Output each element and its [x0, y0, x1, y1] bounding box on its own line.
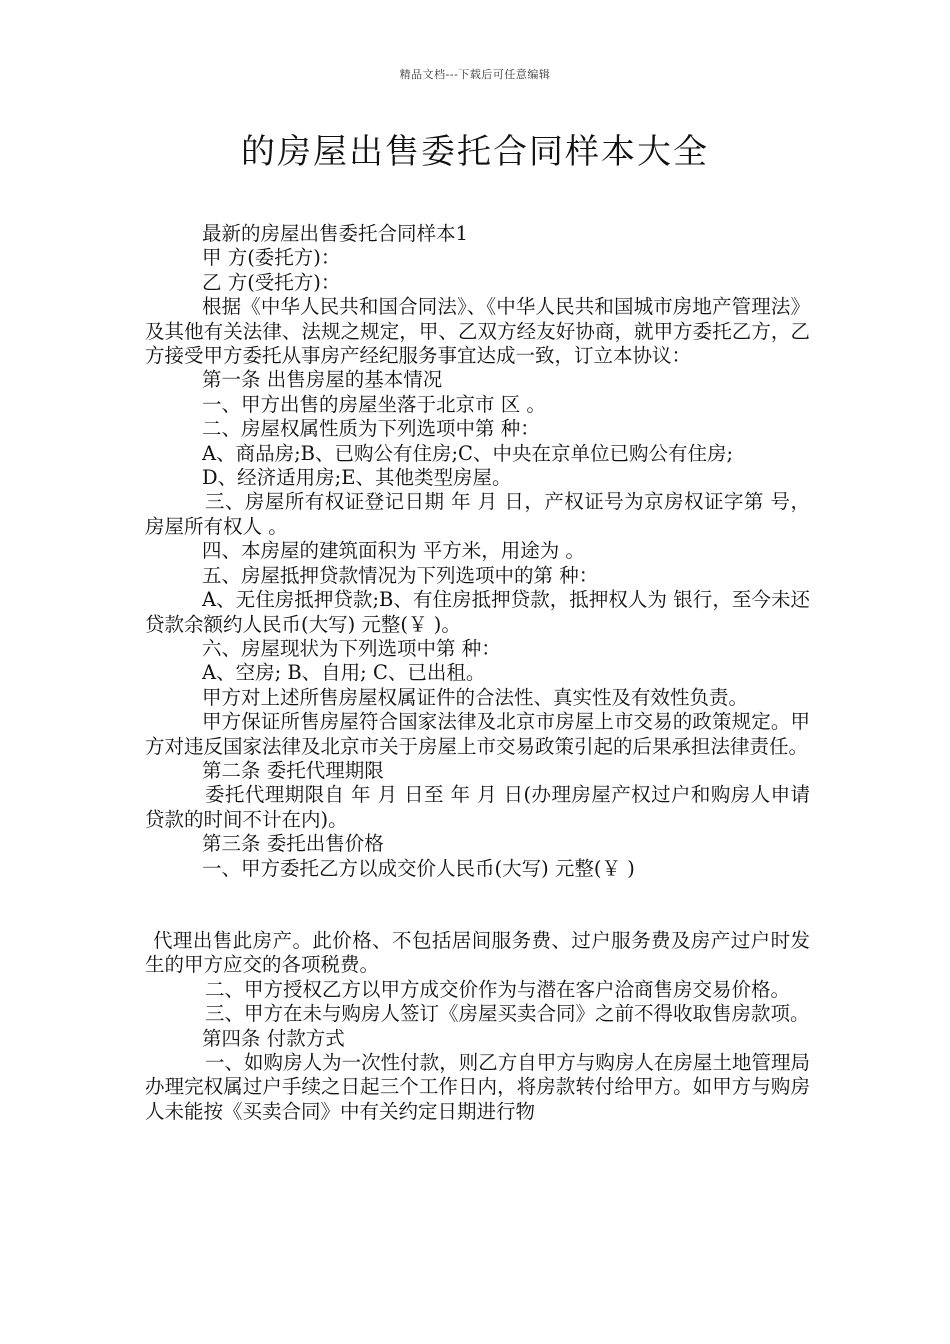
article-1-mortgage-options: A、无住房抵押贷款;B、有住房抵押贷款，抵押权人为 银行，至今未还贷款余额约人民币(大写) 元整(￥ )。: [145, 588, 810, 636]
article-2-term: 委托代理期限自 年 月 日至 年 月 日(办理房屋产权过户和购房人申请贷款的时间不计在内)。: [145, 783, 810, 831]
party-a-guarantee: 甲方保证所售房屋符合国家法律及北京市房屋上市交易的政策规定。甲方对违反国家法律及北京市关于房屋上市交易政策引起的后果承担法律责任。: [145, 710, 810, 758]
article-1-status-options: A、空房; B、自用; C、已出租。: [202, 661, 486, 685]
contract-subtitle: 最新的房屋出售委托合同样本1: [202, 222, 468, 245]
party-b-line: 乙 方(受托方)：: [202, 270, 341, 294]
article-1-item-2: 二、房屋权属性质为下列选项中第 种：: [202, 417, 540, 441]
article-1-item-4: 四、本房屋的建筑面积为 平方米，用途为 。: [202, 539, 585, 563]
article-1-item-1: 一、甲方出售的房屋坐落于北京市 区 。: [202, 392, 546, 416]
article-4-heading: 第四条 付款方式: [202, 1026, 345, 1050]
blank-gap: [145, 881, 810, 929]
article-3-item-3: 三、甲方在未与购房人签订《房屋买卖合同》之前不得收取售房款项。: [205, 1002, 810, 1026]
party-a-line: 甲 方(委托方)：: [202, 246, 341, 270]
article-3-item-2: 二、甲方授权乙方以甲方成交价作为与潜在客户洽商售房交易价格。: [205, 977, 791, 1001]
article-4-item-1: 一、如购房人为一次性付款，则乙方自甲方与购房人在房屋土地管理局办理完权属过户手续之日起三个工作日内，将房款转付给甲方。如甲方与购房人未能按《买卖合同》中有关约定日期进行物: [145, 1051, 810, 1123]
party-a-responsibility: 甲方对上述所售房屋权属证件的合法性、真实性及有效性负责。: [202, 685, 749, 709]
header-note: 精品文档---下载后可任意编辑: [399, 68, 551, 81]
document-title: 的房屋出售委托合同样本大全: [241, 132, 709, 172]
article-3-heading: 第三条 委托出售价格: [202, 832, 384, 856]
article-1-options-line-1: A、商品房;B、已购公有住房;C、中央在京单位已购公有住房;: [202, 441, 734, 465]
document-body: [145, 222, 810, 1124]
article-1-item-5: 五、房屋抵押贷款情况为下列选项中的第 种：: [202, 563, 599, 587]
article-1-item-3: 三、房屋所有权证登记日期 年 月 日，产权证号为京房权证字第 号，房屋所有权人 。: [145, 490, 810, 538]
article-1-heading: 第一条 出售房屋的基本情况: [202, 368, 443, 392]
article-1-item-6: 六、房屋现状为下列选项中第 种：: [202, 636, 501, 660]
article-3-item-1-continued: 代理出售此房产。此价格、不包括居间服务费、过户服务费及房产过户时发生的甲方应交的各项税费。: [145, 928, 810, 977]
article-3-item-1: 一、甲方委托乙方以成交价人民币(大写) 元整(￥ ): [202, 856, 635, 880]
preamble-paragraph: 根据《中华人民共和国合同法》、《中华人民共和国城市房地产管理法》及其他有关法律、法规之规定，甲、乙双方经友好协商，就甲方委托乙方，乙方接受甲方委托从事房产经纪服务事宜达成一致，订立本协议：: [145, 295, 810, 368]
article-2-heading: 第二条 委托代理期限: [202, 758, 384, 782]
article-1-options-line-2: D、经济适用房;E、其他类型房屋。: [202, 466, 512, 490]
